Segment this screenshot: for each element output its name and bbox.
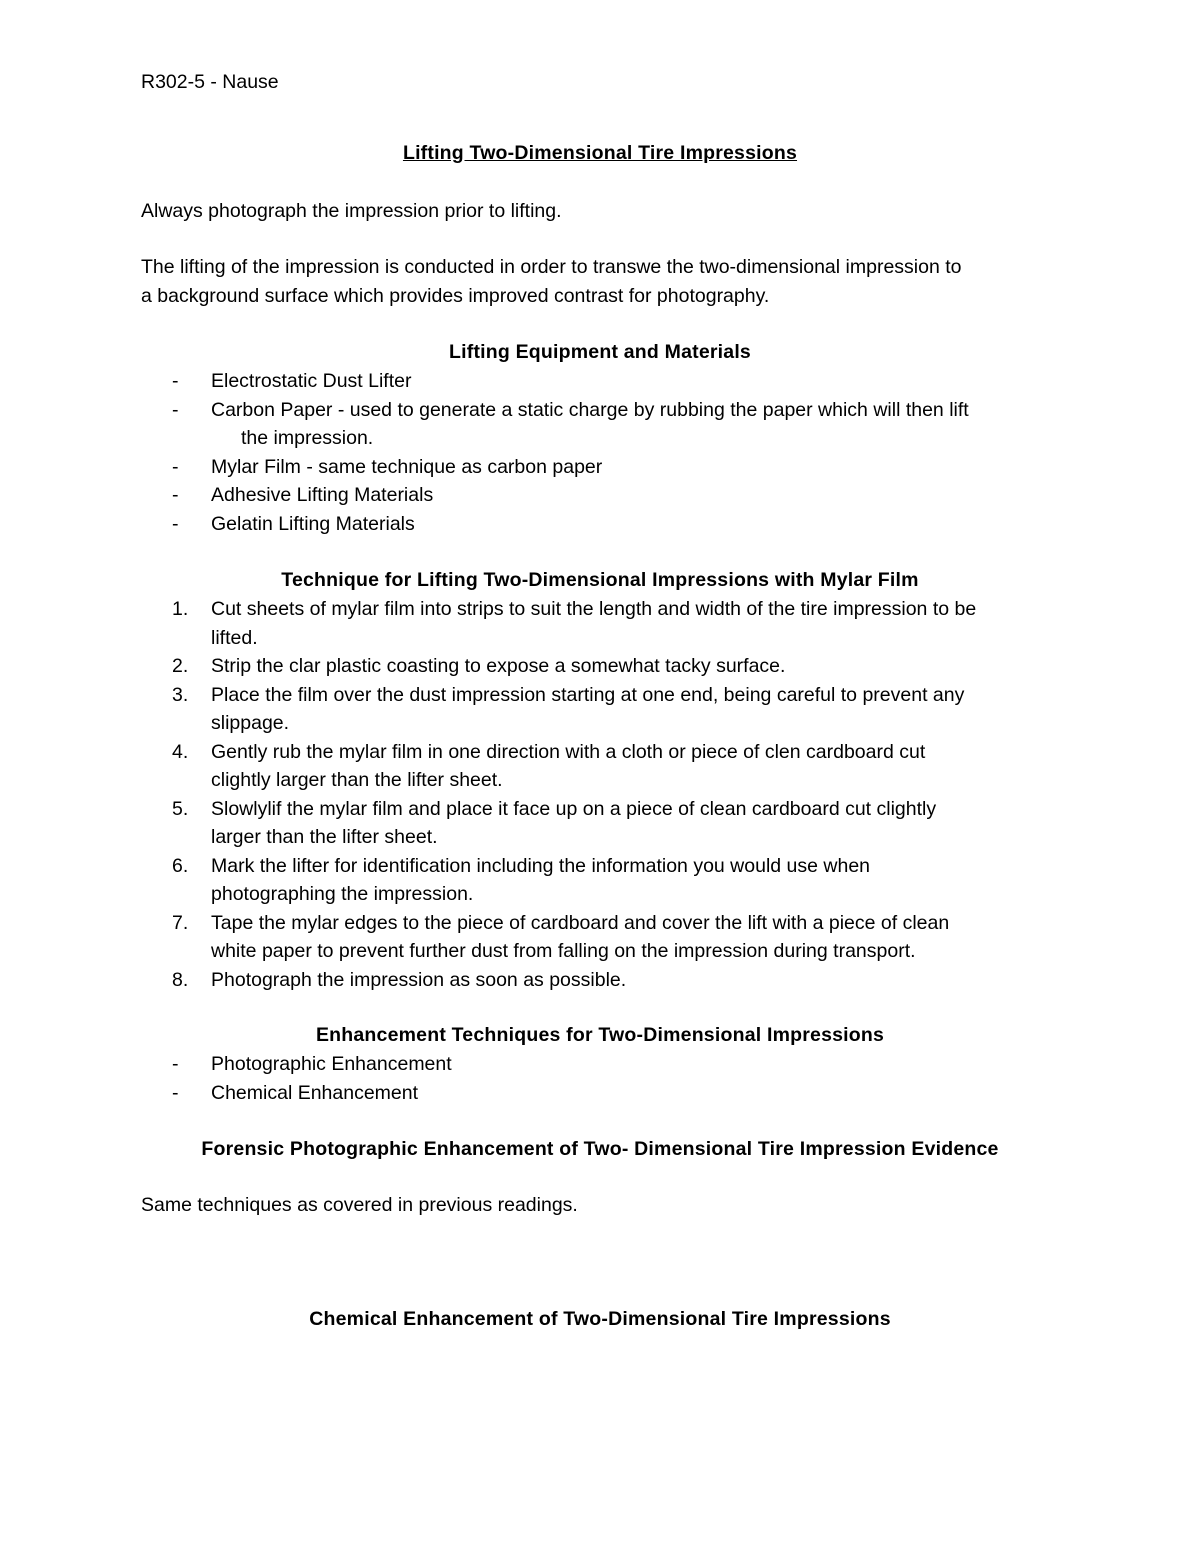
list-item xyxy=(0,852,1200,909)
list-item-text: Cut sheets of mylar film into strips to suit the length and width of the tire impression to be xyxy=(211,598,977,620)
list-number: 4. xyxy=(172,740,189,763)
list-item-text-continued: white paper to prevent further dust from falling on the impression during transport. xyxy=(211,940,916,962)
list-number: 1. xyxy=(172,598,189,620)
list-item xyxy=(0,681,1200,738)
list-item-text: Mylar Film - same technique as carbon paper xyxy=(211,455,603,478)
list-item-text: Place the film over the dust impression starting at one end, being careful to prevent any xyxy=(211,683,965,706)
bullet-marker: - xyxy=(172,398,179,421)
course-header: R302-5 - Nause xyxy=(141,71,279,93)
list-item-text: Mark the lifter for identification including the information you would use when xyxy=(211,854,871,877)
list-item-text: Carbon Paper - used to generate a static charge by rubbing the paper which will then lift xyxy=(211,398,969,421)
forensic-heading: Forensic Photographic Enhancement of Two- Dimensional Tire Impression Evidence xyxy=(201,1138,999,1160)
technique-list xyxy=(0,595,1200,994)
list-item-text-continued: photographing the impression. xyxy=(211,883,474,905)
list-item-text-continued: larger than the lifter sheet. xyxy=(211,826,438,848)
bullet-marker: - xyxy=(172,1081,179,1104)
list-item-text-continued: slippage. xyxy=(211,712,290,734)
list-item-text: Photograph the impression as soon as possible. xyxy=(211,968,627,991)
intro-paragraph-1: Always photograph the impression prior to lifting. xyxy=(141,200,562,222)
document-title: Lifting Two-Dimensional Tire Impressions xyxy=(402,142,798,164)
list-item xyxy=(0,367,1200,396)
list-number: 5. xyxy=(172,797,189,820)
list-item-text: Electrostatic Dust Lifter xyxy=(211,370,412,392)
technique-heading: Technique for Lifting Two-Dimensional Impressions with Mylar Film xyxy=(281,569,919,591)
list-item-text: Slowlylif the mylar film and place it face up on a piece of clean cardboard cut clightly xyxy=(211,797,937,820)
list-item-text: Gelatin Lifting Materials xyxy=(211,512,415,535)
list-number: 7. xyxy=(172,911,189,934)
list-item-text: Adhesive Lifting Materials xyxy=(211,484,434,506)
list-item xyxy=(0,795,1200,852)
list-item xyxy=(0,481,1200,510)
list-item-text: Tape the mylar edges to the piece of cardboard and cover the lift with a piece of clean xyxy=(211,911,950,934)
list-item-text-continued: clightly larger than the lifter sheet. xyxy=(211,769,503,791)
list-number: 6. xyxy=(172,854,189,877)
equipment-list xyxy=(0,367,1200,538)
bullet-marker: - xyxy=(172,1053,179,1075)
list-item-text-continued: the impression. xyxy=(241,427,374,449)
bullet-marker: - xyxy=(172,484,179,506)
chemical-heading: Chemical Enhancement of Two-Dimensional Tire Impressions xyxy=(309,1308,891,1330)
list-item-text: Strip the clar plastic coasting to expose a somewhat tacky surface. xyxy=(211,655,786,677)
enhancement-heading: Enhancement Techniques for Two-Dimensional Impressions xyxy=(315,1024,885,1046)
bullet-marker: - xyxy=(172,370,179,392)
list-item-text: Photographic Enhancement xyxy=(211,1053,452,1075)
intro-paragraph-2-line-1: The lifting of the impression is conducted in order to transwe the two-dimensional impression to xyxy=(141,256,962,278)
list-item xyxy=(0,652,1200,681)
list-item xyxy=(0,1050,1200,1079)
intro-paragraph-2-line-2: a background surface which provides improved contrast for photography. xyxy=(141,285,770,307)
list-number: 8. xyxy=(172,968,189,991)
list-number: 2. xyxy=(172,655,189,677)
list-number: 3. xyxy=(172,683,189,706)
list-item xyxy=(0,453,1200,482)
list-item-text: Chemical Enhancement xyxy=(211,1081,419,1104)
list-item-text: Gently rub the mylar film in one direction with a cloth or piece of clen cardboard cut xyxy=(211,740,926,763)
bullet-marker: - xyxy=(172,512,179,535)
equipment-heading: Lifting Equipment and Materials xyxy=(449,341,751,363)
list-item xyxy=(0,966,1200,995)
bullet-marker: - xyxy=(172,455,179,478)
list-item xyxy=(0,1079,1200,1108)
enhancement-list xyxy=(0,1050,1200,1107)
list-item-text-continued: lifted. xyxy=(211,626,258,649)
list-item xyxy=(0,595,1200,652)
list-item xyxy=(0,738,1200,795)
forensic-body: Same techniques as covered in previous readings. xyxy=(141,1194,578,1216)
list-item xyxy=(0,510,1200,539)
list-item xyxy=(0,396,1200,453)
list-item xyxy=(0,909,1200,966)
